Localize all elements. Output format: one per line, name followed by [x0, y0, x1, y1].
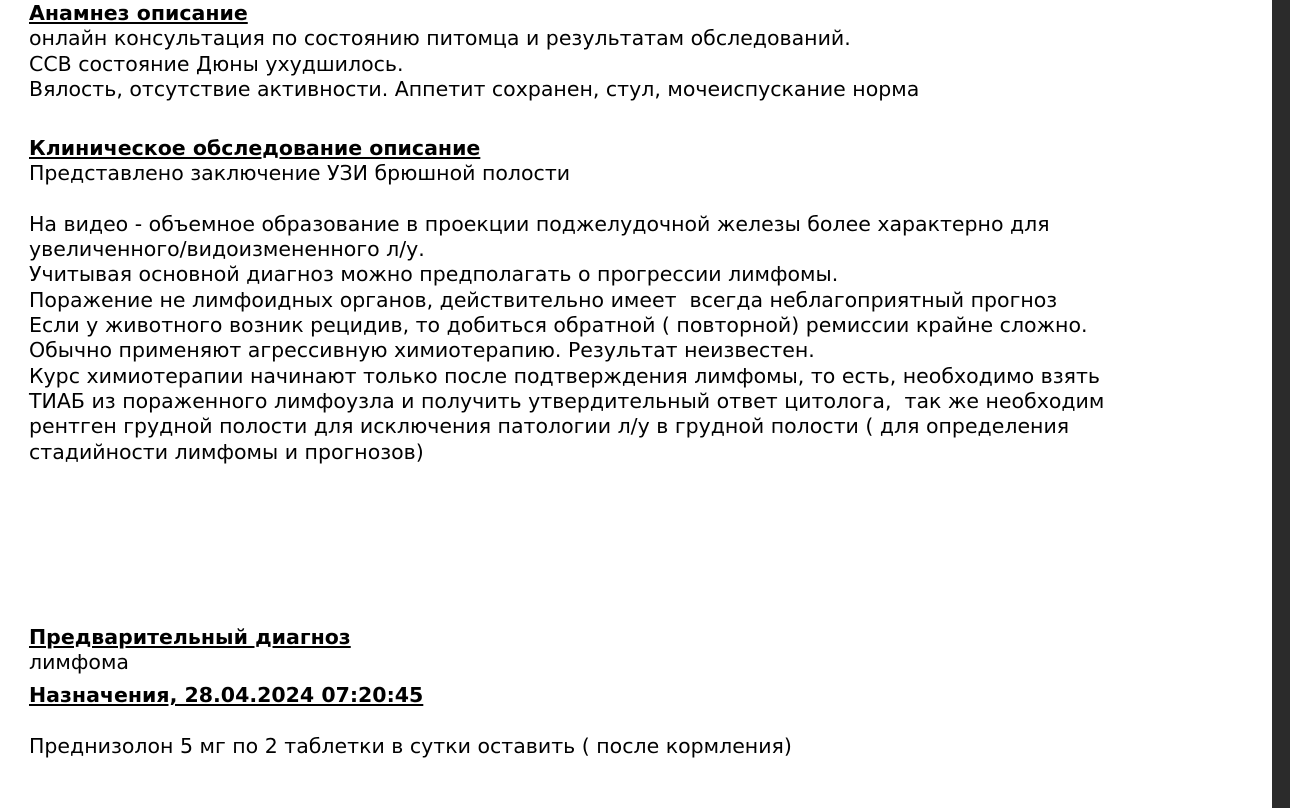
clinical-exam-line: Поражение не лимфоидных органов, действительно имеет всегда неблагоприятный прогноз [29, 287, 1058, 312]
anamnesis-line: Вялость, отсутствие активности. Аппетит сохранен, стул, мочеиспускание норма [29, 76, 920, 101]
preliminary-diagnosis-value: лимфома [29, 650, 129, 675]
clinical-exam-line: рентген грудной полости для исключения патологии л/у в грудной полости ( для определения [29, 414, 1070, 439]
prescriptions-value: Преднизолон 5 мг по 2 таблетки в сутки оставить ( после кормления) [29, 733, 792, 758]
anamnesis-section [29, 1, 919, 102]
prescriptions-section [29, 683, 792, 759]
clinical-exam-line: Если у животного возник рецидив, то добиться обратной ( повторной) ремиссии крайне сложно. [29, 313, 1088, 338]
clinical-exam-line: стадийности лимфомы и прогнозов) [29, 439, 424, 464]
spacer [29, 187, 1104, 212]
anamnesis-line: онлайн консультация по состоянию питомца и результатам обследований. [29, 26, 851, 51]
anamnesis-heading: Анамнез описание [29, 1, 248, 25]
clinical-exam-heading: Клиническое обследование описание [29, 136, 481, 160]
clinical-exam-intro: Представлено заключение УЗИ брюшной полости [29, 161, 571, 186]
anamnesis-line: ССВ состояние Дюны ухудшилось. [29, 51, 404, 76]
clinical-exam-line: Учитывая основной диагноз можно предполагать о прогрессии лимфомы. [29, 262, 839, 287]
clinical-exam-line: Обычно применяют агрессивную химиотерапию. Результат неизвестен. [29, 338, 815, 363]
clinical-exam-line: Курс химиотерапии начинают только после подтверждения лимфомы, то есть, необходимо взять [29, 363, 1101, 388]
clinical-exam-section [29, 136, 1104, 465]
clinical-exam-line: увеличенного/видоизмененного л/у. [29, 237, 425, 262]
spacer [29, 708, 792, 733]
preliminary-diagnosis-section [29, 625, 351, 676]
preliminary-diagnosis-heading: Предварительный диагноз [29, 625, 351, 649]
clinical-exam-line: ТИАБ из пораженного лимфоузла и получить утвердительный ответ цитолога, так же необходим [29, 388, 1105, 413]
clinical-exam-line: На видео - объемное образование в проекции поджелудочной железы более характерно для [29, 211, 1050, 236]
prescriptions-heading: Назначения, 28.04.2024 07:20:45 [29, 683, 424, 707]
vertical-scrollbar[interactable] [1272, 0, 1290, 808]
